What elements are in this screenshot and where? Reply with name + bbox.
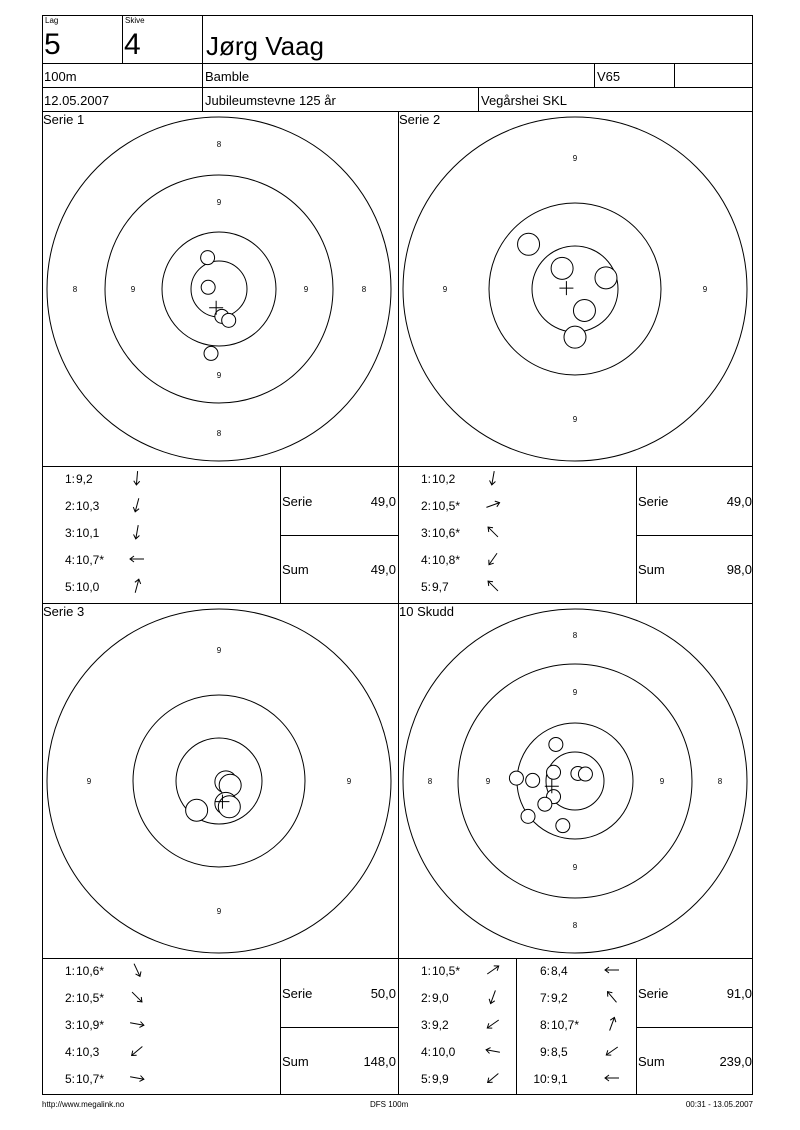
shot-hole: [509, 771, 523, 785]
shot-number: 9:: [539, 1045, 550, 1059]
shot-score: 8,4: [551, 964, 568, 978]
direction-arrow-icon: [604, 962, 620, 978]
ring-label-9-bottom: 9: [216, 907, 222, 916]
shot-score: 8,5: [551, 1045, 568, 1059]
shot-hole: [595, 267, 617, 289]
direction-arrow-icon: [129, 524, 145, 540]
shot-score: 9,9: [432, 1072, 449, 1086]
direction-arrow-icon: [129, 1043, 145, 1059]
direction-arrow-icon: [129, 470, 145, 486]
shot-hole: [556, 819, 570, 833]
shot-hole: [201, 251, 215, 265]
direction-arrow-icon: [485, 989, 501, 1005]
header-vdiv-skive: [202, 15, 203, 111]
shot-score: 10,0: [76, 580, 100, 594]
header-vdiv-class: [594, 63, 595, 87]
s2-sum-value: 98,0: [726, 562, 752, 577]
shot-score: 10,7*: [551, 1018, 580, 1032]
shot-number: 3:: [420, 1018, 431, 1032]
shot-number: 2:: [64, 991, 75, 1005]
shot-score: 9,0: [432, 991, 449, 1005]
shot-score: 10,3: [76, 1045, 100, 1059]
direction-arrow-icon: [485, 962, 501, 978]
s1-score-hdiv: [280, 535, 398, 536]
shot-number: 3:: [64, 1018, 75, 1032]
target-ring-8: [105, 175, 333, 403]
panel-hdiv: [42, 603, 753, 604]
direction-arrow-icon: [485, 497, 501, 513]
direction-arrow-icon: [129, 1070, 145, 1086]
target-serie-1: [44, 114, 396, 464]
s1-serie-value: 49,0: [370, 494, 396, 509]
shot-hole: [521, 809, 535, 823]
shot-number: 4:: [420, 553, 431, 567]
shot-number: 8:: [539, 1018, 550, 1032]
ring-label-9-top: 9: [216, 646, 222, 655]
lag-label: Lag: [45, 16, 59, 25]
ring-label-9-right: 9: [659, 777, 665, 786]
club-name: Bamble: [205, 69, 250, 84]
ring-label-8-top: 8: [216, 140, 222, 149]
ring-label-8-left: 8: [72, 285, 78, 294]
shot-score: 10,6*: [76, 964, 105, 978]
ring-label-8-right: 8: [361, 285, 367, 294]
s3-score-hdiv: [280, 1027, 398, 1028]
target-bottom-1: [42, 466, 753, 467]
distance: 100m: [44, 69, 77, 84]
shot-score: 9,1: [551, 1072, 568, 1086]
center-of-group-marker: [559, 281, 573, 295]
target-bottom-2: [42, 958, 753, 959]
shot-hole: [549, 737, 563, 751]
shot-hole: [551, 257, 573, 279]
shot-number: 5:: [64, 580, 75, 594]
header-vdiv-lag: [122, 15, 123, 63]
ring-label-8-bottom: 8: [572, 921, 578, 930]
ring-label-8-top: 8: [572, 631, 578, 640]
s1-sum-label: Sum: [282, 562, 309, 577]
ring-labels: [73, 140, 367, 438]
s2-sum-label: Sum: [638, 562, 665, 577]
header-vdiv-host: [478, 87, 479, 111]
header-vdiv-class2: [674, 63, 675, 87]
shot-score: 10,1: [76, 526, 100, 540]
ring-label-8-bottom: 8: [216, 429, 222, 438]
shot-score: 10,6*: [432, 526, 461, 540]
ring-label-9-top: 9: [216, 198, 222, 207]
shot-score: 10,7*: [76, 553, 105, 567]
shot-number: 5:: [420, 1072, 431, 1086]
ring-label-8-right: 8: [717, 777, 723, 786]
direction-arrow-icon: [129, 551, 145, 567]
shot-number: 4:: [420, 1045, 431, 1059]
shot-hole: [564, 326, 586, 348]
s4-sum-label: Sum: [638, 1054, 665, 1069]
shot-score: 9,2: [432, 1018, 449, 1032]
shot-number: 1:: [64, 472, 75, 486]
target-10-skudd: [400, 606, 752, 956]
footer-timestamp: 00:31 - 13.05.2007: [685, 1100, 753, 1109]
header-divider-2: [42, 87, 753, 88]
shot-number: 3:: [64, 526, 75, 540]
shot-number: 2:: [64, 499, 75, 513]
s3-serie-value: 50,0: [370, 986, 396, 1001]
shot-score: 10,3: [76, 499, 100, 513]
ring-labels: [443, 154, 708, 424]
s2-serie-value: 49,0: [726, 494, 752, 509]
shot-number: 3:: [420, 526, 431, 540]
target-ring-10: [191, 261, 247, 317]
s4-serie-label: Serie: [638, 986, 669, 1001]
shot-score: 9,2: [76, 472, 93, 486]
s4-sum-value: 239,0: [719, 1054, 752, 1069]
direction-arrow-icon: [129, 989, 145, 1005]
shot-hole: [573, 300, 595, 322]
direction-arrow-icon: [604, 1070, 620, 1086]
footer-url[interactable]: http://www.megalink.no: [42, 1100, 125, 1109]
direction-arrow-icon: [129, 962, 145, 978]
s2-serie-label: Serie: [638, 494, 669, 509]
event-host: Vegårshei SKL: [481, 93, 568, 108]
shot-number: 4:: [64, 553, 75, 567]
shot-hole: [518, 233, 540, 255]
target-serie-3: [44, 606, 396, 956]
shot-score: 10,9*: [76, 1018, 105, 1032]
shot-number: 10:: [533, 1072, 550, 1086]
shot-hole: [204, 346, 218, 360]
ring-label-9-right: 9: [702, 285, 708, 294]
direction-arrow-icon: [485, 524, 501, 540]
direction-arrow-icon: [129, 1016, 145, 1032]
ring-label-9-left: 9: [485, 777, 491, 786]
target-ring-outer: [403, 117, 747, 461]
shot-number: 4:: [64, 1045, 75, 1059]
target-ring-outer: [47, 117, 391, 461]
shot-score: 9,7: [432, 580, 449, 594]
s1-sum-value: 49,0: [370, 562, 396, 577]
shot-score: 10,8*: [432, 553, 461, 567]
ring-label-8-left: 8: [427, 777, 433, 786]
shooter-name: Jørg Vaag: [206, 31, 325, 61]
panel-title-serie-3: Serie 3: [43, 604, 85, 619]
lag-number: 5: [44, 28, 61, 61]
shot-score: 10,5*: [432, 964, 461, 978]
shot-hole: [186, 799, 208, 821]
shot-score: 10,7*: [76, 1072, 105, 1086]
shot-score: 9,2: [551, 991, 568, 1005]
target-ring-9: [489, 203, 661, 375]
target-serie-2: [400, 114, 752, 464]
ring-label-9-top: 9: [572, 688, 578, 697]
shot-hole: [201, 280, 215, 294]
ring-label-9-left: 9: [86, 777, 92, 786]
shot-hole: [547, 765, 561, 779]
s4-shots-vdiv: [516, 958, 517, 1095]
direction-arrow-icon: [485, 1070, 501, 1086]
direction-arrow-icon: [485, 578, 501, 594]
s3-serie-label: Serie: [282, 986, 313, 1001]
s4-score-hdiv: [636, 1027, 753, 1028]
event-name: Jubileumstevne 125 år: [205, 93, 336, 108]
shot-number: 1:: [420, 964, 431, 978]
direction-arrow-icon: [485, 1016, 501, 1032]
s4-serie-value: 91,0: [726, 986, 752, 1001]
ring-label-9-bottom: 9: [572, 863, 578, 872]
shot-score: 10,5*: [76, 991, 105, 1005]
skive-number: 4: [124, 28, 141, 61]
shooter-class: V65: [597, 69, 621, 84]
header-divider-1: [42, 63, 753, 64]
shot-number: 2:: [420, 499, 431, 513]
direction-arrow-icon: [485, 551, 501, 567]
shot-number: 5:: [64, 1072, 75, 1086]
ring-label-9-right: 9: [303, 285, 309, 294]
direction-arrow-icon: [604, 1016, 620, 1032]
shot-number: 1:: [420, 472, 431, 486]
panel-title-serie-1: Serie 1: [43, 112, 85, 127]
panel-title-serie-2: Serie 2: [399, 112, 441, 127]
shot-number: 1:: [64, 964, 75, 978]
direction-arrow-icon: [485, 1043, 501, 1059]
shot-score: 10,0: [432, 1045, 456, 1059]
shot-hole: [218, 796, 240, 818]
target-ring-9: [162, 232, 276, 346]
ring-label-9-left: 9: [442, 285, 448, 294]
direction-arrow-icon: [485, 470, 501, 486]
event-date: 12.05.2007: [44, 93, 110, 108]
direction-arrow-icon: [129, 497, 145, 513]
skive-label: Skive: [125, 16, 145, 25]
direction-arrow-icon: [604, 1043, 620, 1059]
footer-program: DFS 100m: [370, 1100, 409, 1109]
ring-label-9-top: 9: [572, 154, 578, 163]
shot-number: 6:: [539, 964, 550, 978]
ring-label-9-right: 9: [346, 777, 352, 786]
s2-score-hdiv: [636, 535, 753, 536]
s1-serie-label: Serie: [282, 494, 313, 509]
panel-title-10-skudd: 10 Skudd: [399, 604, 454, 619]
shot-score: 10,5*: [432, 499, 461, 513]
ring-label-9-bottom: 9: [216, 371, 222, 380]
shot-hole: [538, 797, 552, 811]
ring-labels: [428, 631, 723, 930]
shot-number: 2:: [420, 991, 431, 1005]
s3-sum-value: 148,0: [363, 1054, 396, 1069]
shot-number: 7:: [539, 991, 550, 1005]
direction-arrow-icon: [129, 578, 145, 594]
ring-label-9-left: 9: [130, 285, 136, 294]
shot-hole: [526, 773, 540, 787]
direction-arrow-icon: [604, 989, 620, 1005]
shot-score: 10,2: [432, 472, 456, 486]
s3-sum-label: Sum: [282, 1054, 309, 1069]
shot-number: 5:: [420, 580, 431, 594]
shot-hole: [222, 313, 236, 327]
ring-label-9-bottom: 9: [572, 415, 578, 424]
target-ring-outer: [403, 609, 747, 953]
shot-hole: [578, 767, 592, 781]
